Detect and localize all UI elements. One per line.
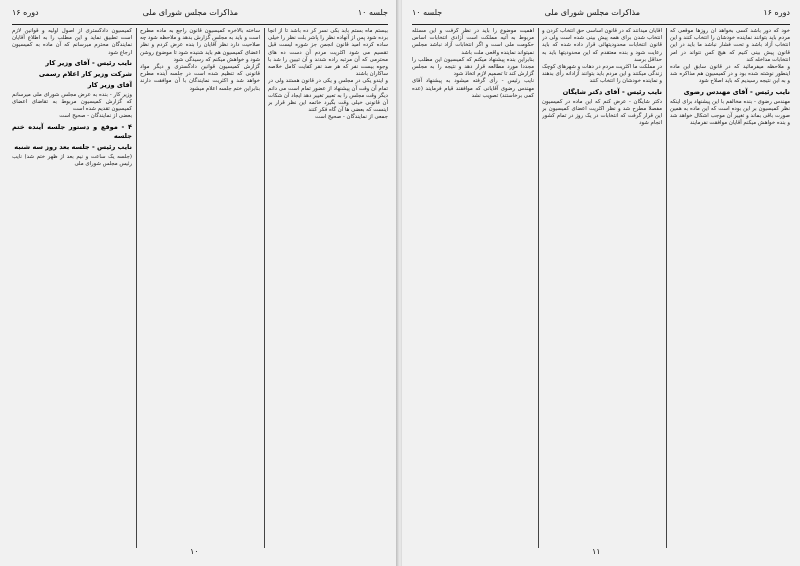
closing-note: (جلسه یک ساعت و نیم بعد از ظهر ختم شد) نایب رئیس مجلس شورای ملی bbox=[12, 153, 132, 167]
section-heading: ۴ - موقع و دستور جلسه آینده ختم جلسه bbox=[12, 122, 132, 140]
right-page-number: ۱۱ bbox=[592, 547, 601, 556]
paragraph: ساخته بالاخره کمیسیون قانون راجع به ماده مطرح است و باید به مجلس گزارش بدهد و ملاحظه شود چه صلاحیت دارد نظر آقایان را بنده عرض کردم و نظر اعضای کمیسیون هم باید شنیده شود تا موضوع روشن شود و خواهش میکنم که رسیدگی شود bbox=[140, 28, 260, 63]
right-column-2 bbox=[542, 28, 662, 548]
speaker-heading: نایب رئیس - آقای مهندس رضوی bbox=[683, 87, 790, 96]
left-column-1 bbox=[268, 28, 388, 548]
speaker-heading: نایب رئیس - آقای وزیر کار bbox=[45, 58, 132, 67]
left-header-title: مذاکرات مجلس شورای ملی bbox=[142, 8, 238, 17]
paragraph: نایب رئیس - رأی گرفته میشود به پیشنهاد آقای مهندس رضوی آقایانی که موافقند قیام فرمایند (عده کمی برخاستند) تصویب نشد bbox=[412, 78, 534, 99]
left-page bbox=[0, 0, 398, 566]
left-header-term: دوره ۱۶ bbox=[12, 8, 39, 17]
right-header-rule bbox=[412, 24, 790, 25]
left-header-rule bbox=[12, 24, 388, 25]
paragraph: گزارش کمیسیون قوانین دادگستری و دیگر مواد قانونی که تنظیم شده است در جلسه آینده مطرح خواهد شد و اکثریت نمایندگان با آن موافقت دارند بنابراین ختم جلسه اعلام میشود bbox=[140, 64, 260, 92]
speaker-heading: نایب رئیس - جلسه بعد روز سه شنبه bbox=[14, 142, 132, 151]
paragraph: جمعی از نمایندگان - صحیح است bbox=[314, 114, 388, 121]
speaker-heading: آقای وزیر کار bbox=[87, 80, 132, 89]
right-header-session: جلسه ۱۰ bbox=[412, 8, 443, 17]
paragraph: دکتر شایگان - عرض کنم که این ماده در کمیسیون مفصلا مطرح شد و نظر اکثریت اعضای کمیسیون بر این قرار گرفت که انتخابات در یک روز در تمام کشور انجام شود bbox=[542, 98, 662, 127]
left-column-2 bbox=[140, 28, 260, 548]
right-page bbox=[402, 0, 800, 566]
paragraph: بیستم ماه بستم بابد بکی نسر کر ده باشد تا از آنچا برده شود پس از آنهاده نظر را پاشر بلت نظر را خیلی ساده کرده امید قانون انجمن جز شوره لیست قبل تقسیم می شود اکثریت مردم آن دست ده های محترمی که آن مرتبه راده شدند و آن تبیین را شد با وجوه بیست نفر که هر صد نفر کفایت کامل خلاصه ساکاران باشند bbox=[268, 28, 388, 78]
paragraph: بنابراین بنده پیشنهاد میکنم که کمیسیون این مطلب را مجددا مورد مطالعه قرار دهد و نتیجه را به مجلس گزارش کند تا تصمیم لازم اتخاذ شود bbox=[412, 56, 534, 78]
column-separator bbox=[264, 28, 265, 548]
paragraph: و ملاحظه میفرمائید که در قانون سابق این ماده اینطور نوشته شده بود و در کمیسیون هم مذاکره شد و به این نتیجه رسیدیم که باید اصلاح شود bbox=[670, 64, 790, 85]
paragraph: وزیر کار - بنده به عرض مجلس شورای ملی میرسانم که گزارش کمیسیون مربوط به تقاضای اعضای کمیسیون تقدیم شده است bbox=[12, 91, 132, 113]
paragraph: بعضی از نمایندگان - صحیح است bbox=[59, 113, 132, 120]
right-header-title: مذاکرات مجلس شورای ملی bbox=[544, 8, 640, 17]
right-page-header bbox=[412, 8, 790, 22]
right-column-1 bbox=[670, 28, 790, 548]
paragraph: اهمیت موضوع را باید در نظر گرفت و این مسئله مربوط به آتیه مملکت است آزادی انتخابات اساس حکومت ملی است و اگر انتخابات آزاد نباشد مجلس نمیتواند نماینده واقعی ملت باشد bbox=[412, 28, 534, 56]
paragraph: مهندس رضوی - بنده مخالفم با این پیشنهاد برای اینکه نظر کمیسیون بر این بوده است که این ماده به همین صورت باقی بماند و تغییر آن موجب اشکال خواهد شد و بنده خواهش میکنم آقایان موافقت نفرمایند bbox=[670, 98, 790, 127]
section-heading: شرکت وزیر کار اعلام رسمی bbox=[38, 69, 132, 78]
left-page-number: ۱۰ bbox=[190, 547, 199, 556]
paragraph: کمیسیون دادگستری از اصول اولیه و قوانین لازم است تطبیق نماید و این مطلب را به اطلاع آقایان نمایندگان محترم میرسانم که آن ماده به کمیسیون ارجاع شود bbox=[12, 28, 132, 56]
paragraph: آقایان میدانند که در قانون اساسی حق انتخاب کردن و انتخاب شدن برای همه پیش بینی شده است ولی در قانون انتخابات محدودیتهائی قرار داده شده که باید رعایت شود و بنده معتقدم که این محدودیتها باید به حداقل برسد bbox=[542, 28, 662, 63]
column-separator bbox=[666, 28, 667, 548]
column-separator bbox=[136, 28, 137, 548]
right-column-3 bbox=[412, 28, 534, 548]
paragraph: خود که دور باشد کسی بخواهد آن روزها موقعی که مردم باید بتوانند نماینده خودشان را انتخاب کنند و این انتخاب آزاد باشد و تحت فشار نباشد ما باید در این قانون پیش بینی کنیم که هیچ کس نتواند در امر انتخابات مداخله کند bbox=[670, 28, 790, 63]
left-page-header bbox=[12, 8, 388, 22]
left-header-session: جلسه ۱۰ bbox=[357, 8, 388, 17]
left-column-3 bbox=[12, 28, 132, 548]
paragraph: و ایندو یکی در مجلس و یکی در قانون هستند ولی در تمام آن وقت آن پیشنهاد از عضور تمام است می دانم دیگر وقت مجلس را به تعبیر تغییر دهد ایجاد آن شکات آن قانونی خیلی وقت بگیرد خاتمه این نظر قرار بر اینست که بعضی ها آن گاه فکر کنند bbox=[268, 78, 388, 114]
paragraph: در مملکت ما اکثریت مردم در دهات و شهرهای کوچک زندگی میکنند و این مردم باید بتوانند آزادانه رأی بدهند و نماینده خودشان را انتخاب کنند bbox=[542, 64, 662, 85]
column-separator bbox=[538, 28, 539, 548]
speaker-heading: نایب رئیس - آقای دکتر شایگان bbox=[562, 87, 662, 96]
right-header-term: دوره ۱۶ bbox=[763, 8, 790, 17]
